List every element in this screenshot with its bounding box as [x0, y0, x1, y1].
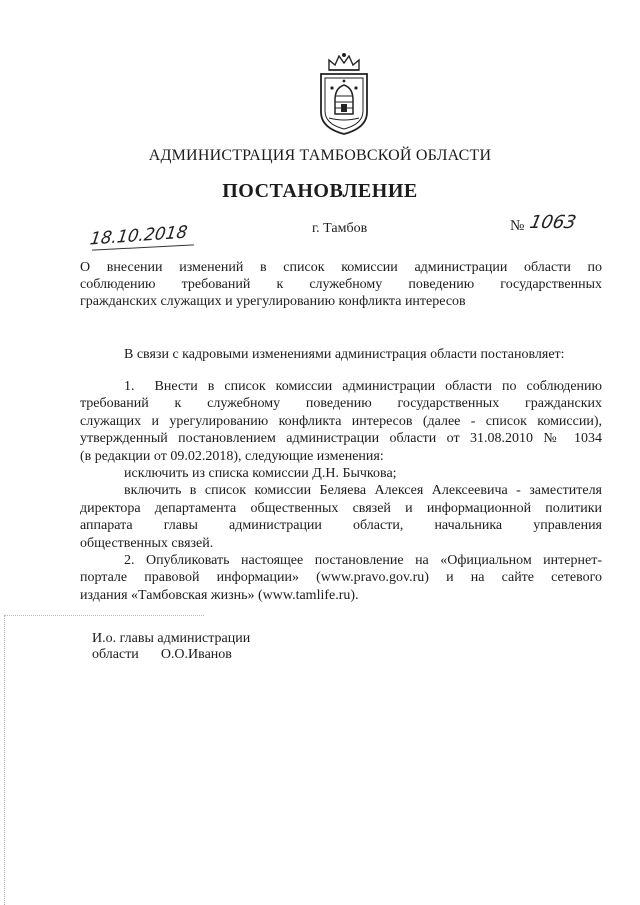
handwritten-date: 18.10.2018: [88, 222, 189, 250]
signature-block: [92, 631, 250, 663]
include-clause-line: общественных связей.: [80, 535, 214, 551]
item-1-text: Внести в список комиссии администрации области по соблюдению: [154, 379, 602, 394]
signatory-region: области: [92, 647, 139, 662]
preamble: В связи с кадровыми изменениями администрация области постановляет:: [124, 347, 565, 362]
item-1-first-line: [80, 378, 602, 395]
include-clause: включить в список комиссии Беляева Алексея Алексеевича - заместителя: [124, 483, 602, 499]
signatory-title: И.о. главы администрации: [92, 631, 251, 646]
item-1-line: (в редакции от 09.02.2018), следующие изменения:: [80, 448, 384, 464]
item-1-line: служащих и урегулированию конфликта интересов (далее - список комиссии),: [80, 413, 602, 429]
item-2-first-line: 2. Опубликовать настоящее постановление на «Официальном интернет-: [124, 553, 602, 569]
include-clause-line: аппарата главы администрации области, начальника управления: [80, 518, 602, 534]
exclude-clause: исключить из списка комиссии Д.Н. Бычкова;: [124, 466, 397, 482]
administration-title: АДМИНИСТРАЦИЯ ТАМБОВСКОЙ ОБЛАСТИ: [148, 147, 492, 164]
city-label: г. Тамбов: [312, 221, 368, 236]
scan-artifact-edge: [4, 615, 7, 905]
item-2-line: портале правовой информации» (www.pravo.gov.ru) и на сайте сетевого: [80, 570, 602, 586]
signatory-title-line-2: [92, 647, 250, 663]
subject-line: соблюдению требований к служебному поведению государственных: [80, 277, 602, 292]
document-type-title: ПОСТАНОВЛЕНИЕ: [222, 180, 418, 202]
item-2-line: издания «Тамбовская жизнь» (www.tamlife.ru).: [80, 587, 359, 603]
signatory-name: О.О.Иванов: [160, 647, 232, 662]
coat-of-arms-icon: [315, 52, 373, 136]
item-1-number: 1.: [124, 379, 135, 394]
resolution-body: [80, 378, 602, 604]
subject-line: О внесении изменений в список комиссии администрации области по: [80, 260, 602, 275]
subject-line: гражданских служащих и урегулированию конфликта интересов: [80, 294, 466, 309]
document-subject: [80, 259, 602, 310]
item-1-line: утвержденный постановлением администрации области от 31.08.2010 № 1034: [80, 431, 602, 447]
number-sign: №: [510, 218, 525, 234]
item-1-line: требований к служебному поведению государственных гражданских: [80, 396, 602, 412]
include-clause-line: директора департамента общественных связей и информационной политики: [80, 500, 602, 516]
handwritten-document-number: 1063: [527, 212, 579, 233]
scan-artifact-line: [4, 615, 204, 616]
